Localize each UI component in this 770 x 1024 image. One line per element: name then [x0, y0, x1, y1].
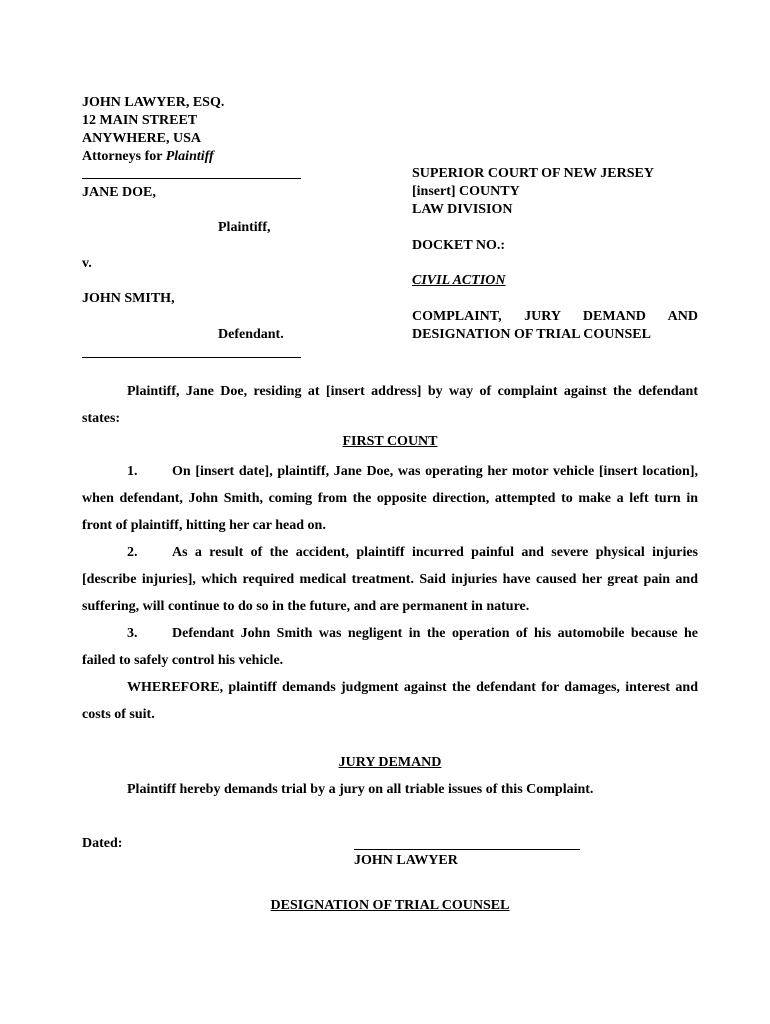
paragraph-1: 1. On [insert date], plaintiff, Jane Doe, was operating her motor vehicle [insert location], when defendant, John Smith, coming from the opposite direction, attempted to make a left turn in front of plaintiff, hitting her car head on. [82, 464, 698, 533]
jury-demand-text: Plaintiff hereby demands trial by a jury on all triable issues of this Complaint. [127, 782, 594, 797]
versus-label: v. [82, 256, 92, 271]
defendant-name: JOHN SMITH, [82, 291, 175, 306]
plaintiff-name: JANE DOE, [82, 185, 156, 200]
intro-paragraph: Plaintiff, Jane Doe, residing at [insert address] by way of complaint against the defendant states: [82, 384, 698, 426]
designation-heading: DESIGNATION OF TRIAL COUNSEL [270, 898, 510, 913]
document-title-line-2: DESIGNATION OF TRIAL COUNSEL [412, 327, 651, 342]
court-county: [insert] COUNTY [412, 184, 520, 199]
signer-name: JOHN LAWYER [354, 853, 458, 868]
paragraph-3: 3. Defendant John Smith was negligent in the operation of his automobile because he failed to safely control his vehicle. [82, 626, 698, 668]
caption-top-rule [82, 178, 301, 179]
court-division: LAW DIVISION [412, 202, 513, 217]
attorney-name: JOHN LAWYER, ESQ. [82, 95, 225, 110]
civil-action-label: CIVIL ACTION [412, 273, 506, 288]
document-title-line-1: COMPLAINT, JURY DEMAND AND [412, 309, 698, 324]
dated-label: Dated: [82, 836, 123, 851]
jury-demand-heading: JURY DEMAND [338, 755, 442, 770]
wherefore-paragraph: WHEREFORE, plaintiff demands judgment against the defendant for damages, interest and costs of suit. [82, 680, 698, 722]
attorney-city: ANYWHERE, USA [82, 131, 202, 146]
plaintiff-label: Plaintiff, [218, 220, 271, 235]
court-name: SUPERIOR COURT OF NEW JERSEY [412, 166, 654, 181]
attorney-street: 12 MAIN STREET [82, 113, 198, 128]
attorney-role: Attorneys for Plaintiff [82, 149, 214, 164]
signature-line [354, 849, 580, 850]
caption-bottom-rule [82, 357, 301, 358]
paragraph-2: 2. As a result of the accident, plaintiff incurred painful and severe physical injuries [describe injuries], which required medical treatment. Said injuries have caused her great pain and suffering, will continue to do so in the future, and are permanent in nature. [82, 545, 698, 614]
first-count-paragraphs [82, 458, 698, 728]
first-count-heading: FIRST COUNT [342, 434, 438, 449]
docket-number: DOCKET NO.: [412, 238, 506, 253]
defendant-label: Defendant. [218, 327, 284, 342]
